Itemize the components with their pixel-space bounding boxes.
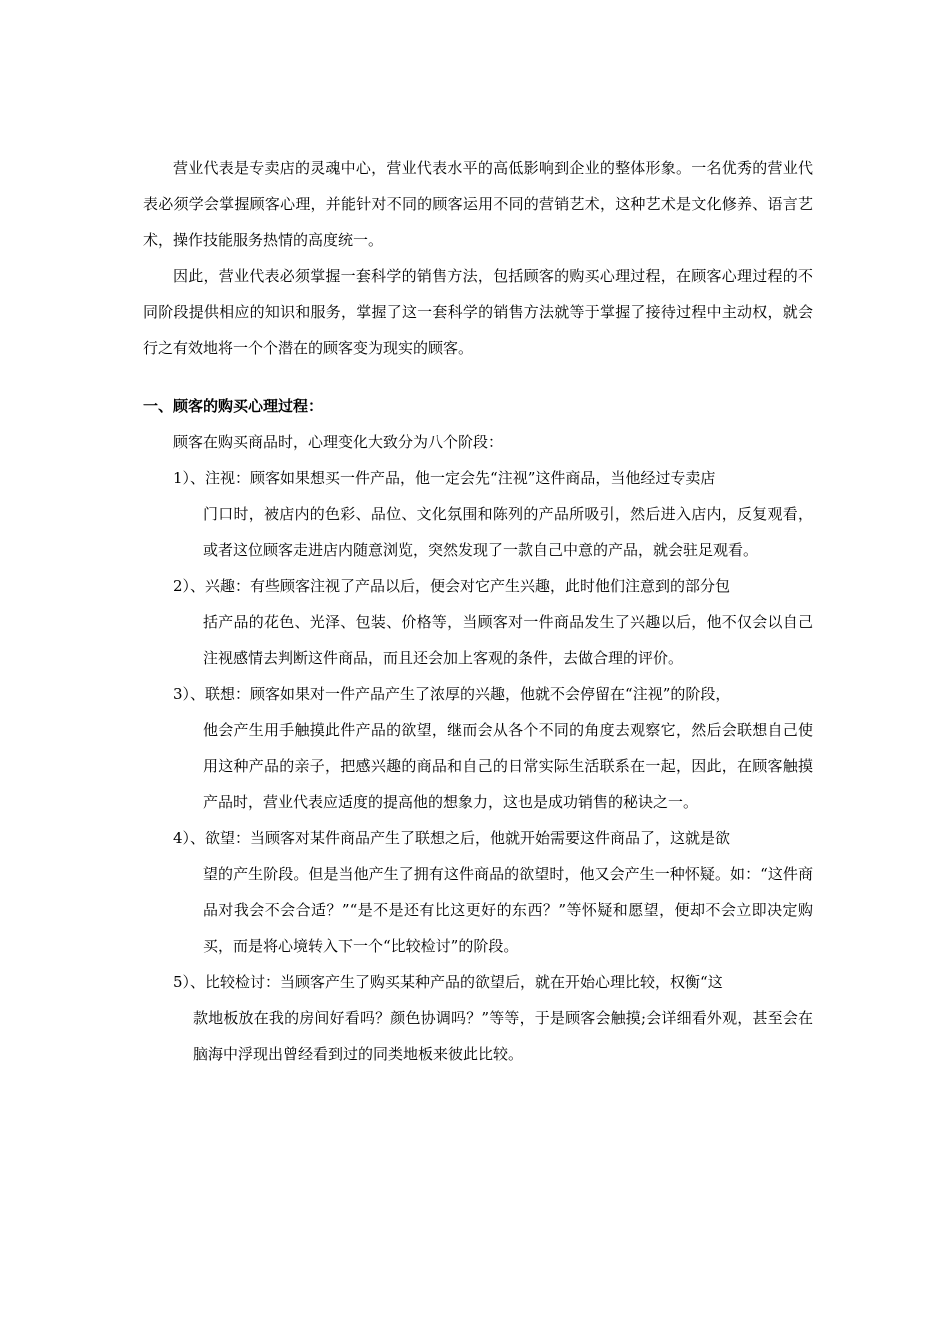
- list-item: [143, 460, 813, 496]
- section-intro: 顾客在购买商品时，心理变化大致分为八个阶段：: [173, 433, 504, 451]
- list-item-first-line: 联想：顾客如果对一件产品产生了浓厚的兴趣，他就不会停留在“注视”的阶段，: [205, 685, 731, 703]
- list-item: [143, 964, 813, 1000]
- document-body: [143, 150, 813, 1072]
- list-item-continuation-text: 他会产生用手触摸此件产品的欲望，继而会从各个不同的角度去观察它，然后会联想自己使用这种产品的亲子，把感兴趣的商品和自己的日常实际生活联系在一起，因此，在顾客触摸产品时，营业代表应适度的提高他的想象力，这也是成功销售的秘诀之一。: [203, 721, 813, 811]
- list-item: [143, 676, 813, 712]
- list-item-body: [205, 964, 813, 1000]
- list-item-number: 5）、: [173, 973, 206, 991]
- list-item-number: 1）、: [173, 469, 206, 487]
- list-item-continuation: [143, 496, 813, 568]
- list-item-continuation: [143, 604, 813, 676]
- list-item-body: [205, 568, 813, 604]
- list-item-first-line: 兴趣：有些顾客注视了产品以后，便会对它产生兴趣，此时他们注意到的部分包: [205, 577, 731, 595]
- list-item-body: [205, 676, 813, 712]
- list-item-first-line: 比较检讨：当顾客产生了购买某种产品的欲望后，就在开始心理比较，权衡“这: [205, 973, 723, 991]
- paragraph-intro: 营业代表是专卖店的灵魂中心，营业代表水平的高低影响到企业的整体形象。一名优秀的营业代表必须学会掌握顾客心理，并能针对不同的顾客运用不同的营销艺术，这种艺术是文化修养、语言艺术，操作技能服务热情的高度统一。: [143, 159, 813, 249]
- paragraph-method: 因此，营业代表必须掌握一套科学的销售方法，包括顾客的购买心理过程，在顾客心理过程的不同阶段提供相应的知识和服务，掌握了这一套科学的销售方法就等于掌握了接待过程中主动权，就会行之有效地将一个个潜在的顾客变为现实的顾客。: [143, 267, 813, 357]
- list-item-body: [205, 460, 813, 496]
- list-item-continuation: [143, 856, 813, 964]
- list-item: [143, 568, 813, 604]
- list-item-continuation-text: 括产品的花色、光泽、包装、价格等，当顾客对一件商品发生了兴趣以后，他不仅会以自己注视感情去判断这件商品，而且还会加上客观的条件，去做合理的评价。: [203, 613, 813, 667]
- list-item-body: [205, 820, 813, 856]
- list-item-first-line: 欲望：当顾客对某件商品产生了联想之后，他就开始需要这件商品了，这就是欲: [205, 829, 731, 847]
- list-item-continuation-text: 望的产生阶段。但是当他产生了拥有这件商品的欲望时，他又会产生一种怀疑。如：“这件商品对我会不会合适？”“是不是还有比这更好的东西？”等怀疑和愿望，便却不会立即决定购买，而是将心境转入下一个“比较检讨”的阶段。: [203, 865, 813, 955]
- list-item-number: 4）、: [173, 829, 206, 847]
- list-item-number: 3）、: [173, 685, 206, 703]
- list-item-continuation: [143, 712, 813, 820]
- list-item-continuation-text: 门口时，被店内的色彩、品位、文化氛围和陈列的产品所吸引，然后进入店内，反复观看，或者这位顾客走进店内随意浏览，突然发现了一款自己中意的产品，就会驻足观看。: [203, 505, 813, 559]
- list-item-first-line: 注视：顾客如果想买一件产品，他一定会先“注视”这件商品，当他经过专卖店: [205, 469, 716, 487]
- section-spacer: [143, 366, 813, 388]
- list-item-continuation-text: 款地板放在我的房间好看吗？颜色协调吗？”等等，于是顾客会触摸;会详细看外观，甚至会在脑海中浮现出曾经看到过的同类地板来彼此比较。: [193, 1009, 813, 1063]
- list-item-continuation: [143, 1000, 813, 1072]
- list-item-number: 2）、: [173, 577, 206, 595]
- list-item: [143, 820, 813, 856]
- section-heading: 一、顾客的购买心理过程：: [143, 397, 324, 415]
